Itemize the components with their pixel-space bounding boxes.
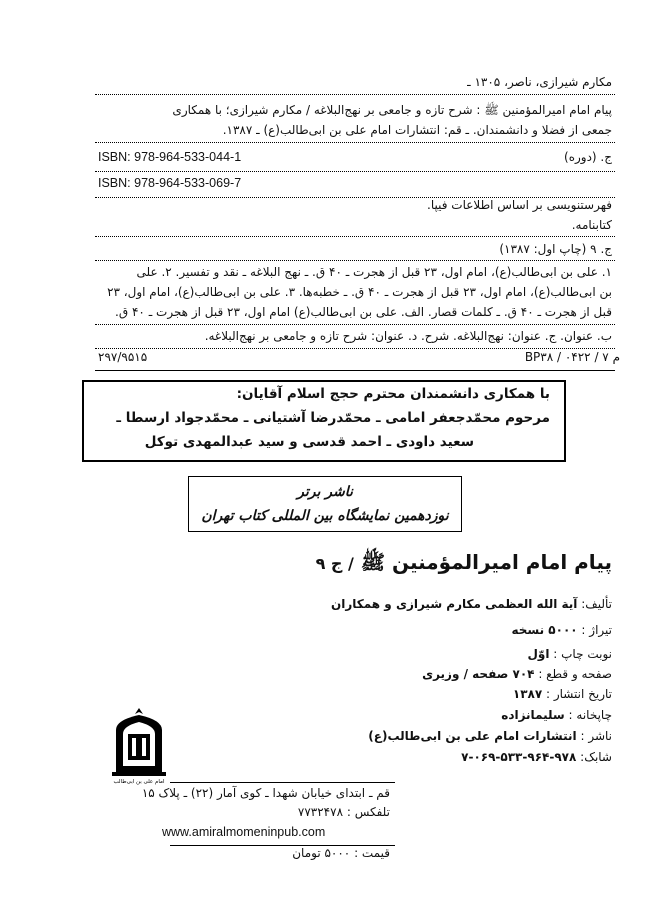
catalog-line-author: مکارم شیرازی، ناصر، ۱۳۰۵ ـ bbox=[467, 75, 612, 89]
footer-fax: تلفکس : ۷۷۳۲۴۷۸ bbox=[297, 805, 390, 819]
award-line-2: نوزدهمین نمایشگاه بین المللی کتاب تهران bbox=[201, 508, 449, 524]
catalog-divider bbox=[95, 260, 615, 261]
catalog-line-publisher: جمعی از فضلا و دانشمندان. ـ قم: انتشارات امام علی بن ابی‌طالب(ع) ـ ۱۳۸۷. bbox=[222, 123, 612, 137]
collaborators-line-1: مرحوم محمّدجعفر امامی ـ محمّدرضا آشتیانی ـ محمّدجواد ارسطا ـ bbox=[116, 410, 550, 426]
catalog-subject-1: ۱. علی بن ابی‌طالب(ع)، امام اول، ۲۳ قبل از هجرت ـ ۴۰ ق. ـ نهج البلاغه ـ نقد و تفسیر. ۲. علی bbox=[136, 265, 612, 279]
detail-pages-format: صفحه و قطع : ۷۰۴ صفحه / وزیری bbox=[422, 667, 612, 681]
detail-isbn: شابک: ۹۷۸-۹۶۴-۵۳۳-۰۶۹-۷ bbox=[461, 750, 612, 764]
catalog-added-entries: ب. عنوان. ج. عنوان: نهج‌البلاغه. شرح. د. عنوان: شرح تازه و جامعی بر نهج‌البلاغه. bbox=[204, 329, 612, 343]
collaborators-line-2: سعید داودی ـ احمد قدسی و سید عبدالمهدی توکل bbox=[144, 434, 474, 450]
catalog-divider bbox=[95, 142, 615, 143]
catalog-bottom-rule bbox=[95, 370, 615, 371]
detail-publish-date: تاریخ انتشار : ۱۳۸۷ bbox=[512, 687, 612, 701]
catalog-note-bibliography: کتابنامه. bbox=[571, 218, 612, 232]
detail-publisher: ناشر : انتشارات امام علی بن ابی‌طالب(ع) bbox=[368, 729, 612, 743]
catalog-divider bbox=[95, 171, 615, 172]
price-label: قیمت : ۵۰۰۰ تومان bbox=[292, 846, 390, 860]
award-line-1: ناشر برتر bbox=[297, 484, 353, 500]
catalog-subject-3: قبل از هجرت ـ ۴۰ ق. ـ کلمات قصار. الف. علی بن ابی‌طالب(ع) امام اول، ۲۳ قبل از هجرت ـ ۴۰ ق. bbox=[115, 305, 612, 319]
catalog-line-title: پیام امام امیرالمؤمنین ﷺ : شرح تازه و جامعی بر نهج‌البلاغه / مکارم شیرازی؛ با همکاری bbox=[172, 103, 612, 117]
catalog-note-edition: ج. ۹ (چاپ اول: ۱۳۸۷) bbox=[499, 242, 612, 256]
classification-lc: BP۳۸ / ۰۴۲۲ / ۷ م bbox=[524, 350, 620, 364]
book-title bbox=[316, 550, 612, 579]
catalog-subject-2: بن ابی‌طالب(ع)، امام اول، ۲۳ قبل از هجرت ـ ۴۰ ق. ـ خطبه‌ها. ۳. علی بن ابی‌طالب(ع)، امام اول، ۲۳ bbox=[107, 285, 612, 299]
footer-address: قم ـ ابتدای خیابان شهدا ـ کوی آمار (۲۲) ـ پلاک ۱۵ bbox=[141, 786, 390, 800]
detail-print-run: تیراژ : ۵۰۰۰ نسخه bbox=[511, 623, 612, 637]
catalog-line-set: ج. (دوره) bbox=[564, 150, 612, 164]
award-box bbox=[188, 476, 462, 532]
detail-printer: چاپخانه : سلیمانزاده bbox=[501, 708, 612, 722]
catalog-divider bbox=[95, 94, 615, 95]
collaborators-heading: با همکاری دانشمندان محترم حجج اسلام آقایان: bbox=[236, 386, 550, 402]
footer-rule bbox=[170, 782, 395, 783]
catalog-note-fipa: فهرستنویسی بر اساس اطلاعات فیپا. bbox=[427, 198, 612, 212]
book-title-text: پیام امام امیرالمؤمنین ﷺ bbox=[360, 550, 612, 574]
logo-caption: امام علی بن ابی‌طالب bbox=[113, 779, 165, 785]
publisher-logo-icon bbox=[110, 706, 168, 786]
isbn-volume: ISBN: 978-964-533-069-7 bbox=[98, 176, 242, 190]
publisher-website-link[interactable]: www.amiralmomeninpub.com bbox=[162, 825, 326, 839]
classification-dewey: ۲۹۷/۹۵۱۵ bbox=[98, 350, 148, 364]
catalog-divider bbox=[95, 324, 615, 325]
collaborators-box bbox=[82, 380, 566, 462]
isbn-set: ISBN: 978-964-533-044-1 bbox=[98, 150, 242, 164]
catalog-divider bbox=[95, 236, 615, 237]
detail-edition: نوبت چاپ : اوّل bbox=[527, 647, 612, 661]
book-volume: / ج ۹ bbox=[315, 554, 354, 573]
detail-author: تألیف: آیة الله العظمی مکارم شیرازی و همکاران bbox=[331, 597, 612, 611]
